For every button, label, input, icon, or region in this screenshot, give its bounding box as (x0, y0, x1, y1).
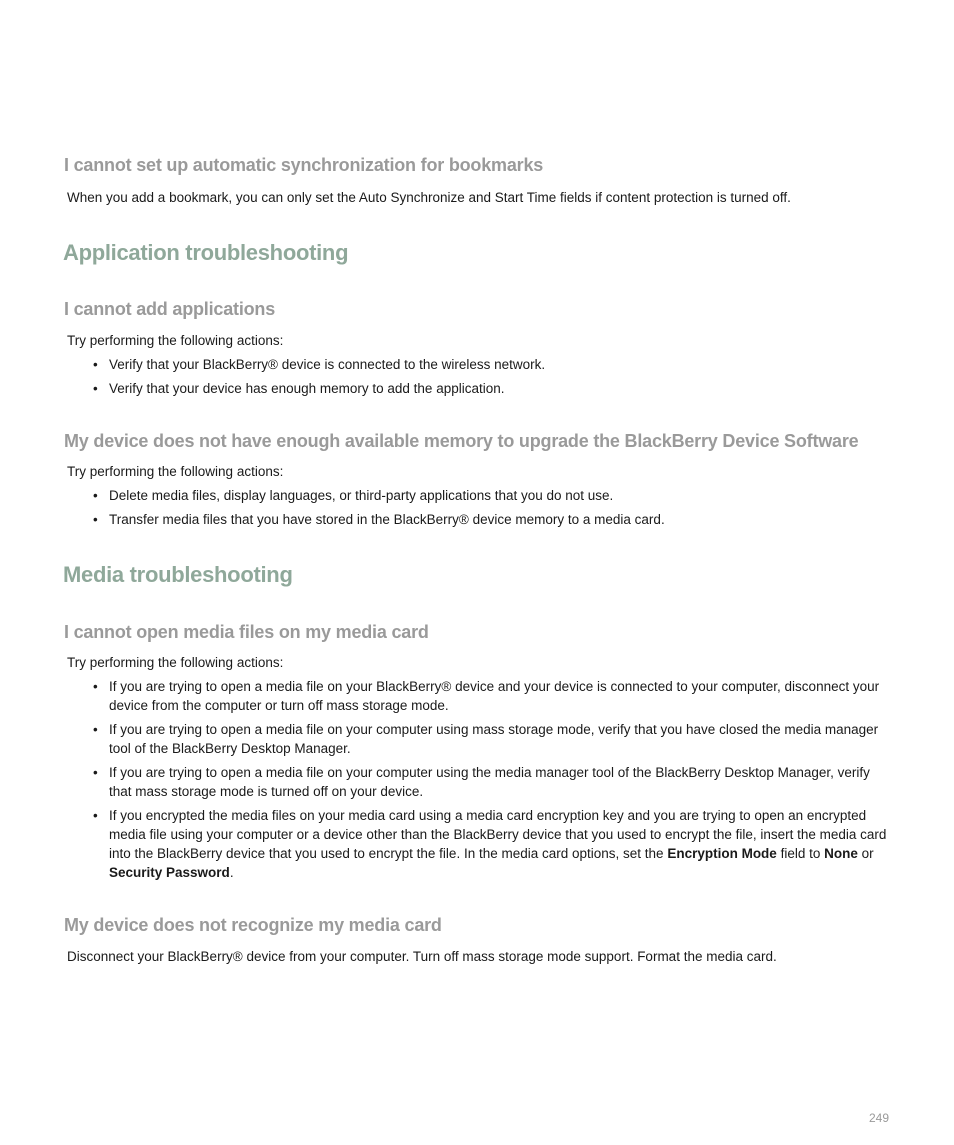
security-password-value: Security Password (109, 865, 230, 880)
bullet-icon: • (93, 765, 98, 780)
list-item: • If you encrypted the media files on your media card using a media card encryption key and you are trying to open an encrypted media file using your computer or a device other than the BlackBerry device that you used to encrypt the file, insert the media card into the BlackBerry device that you used to encrypt the file. In the media card options, set the Encryption Mode field to None or Security Password. (93, 808, 887, 880)
list-item: • Verify that your BlackBerry® device is connected to the wireless network. (93, 357, 546, 372)
list-item: • If you are trying to open a media file on your BlackBerry® device and your device is connected to your computer, disconnect your device from the computer or turn off mass storage mode. (93, 679, 880, 713)
list-item: • If you are trying to open a media file on your computer using the media manager tool of the BlackBerry Desktop Manager, verify that mass storage mode is turned off on your device. (93, 765, 870, 799)
paragraph-try-actions-media: Try performing the following actions: (67, 655, 284, 670)
paragraph-try-actions-apps: Try performing the following actions: (67, 333, 284, 348)
bullet-icon: • (93, 808, 98, 823)
heading-not-enough-memory: My device does not have enough available memory to upgrade the BlackBerry Device Software (64, 431, 859, 451)
paragraph-try-actions-memory: Try performing the following actions: (67, 464, 284, 479)
list-item: • Verify that your device has enough memory to add the application. (93, 381, 505, 396)
list-add-applications-actions (93, 355, 893, 403)
list-item: • Transfer media files that you have stored in the BlackBerry® device memory to a media card. (93, 512, 665, 527)
heading-not-recognize-card: My device does not recognize my media card (64, 915, 442, 935)
paragraph-bookmark-sync: When you add a bookmark, you can only set the Auto Synchronize and Start Time fields if content protection is turned off. (67, 190, 791, 205)
heading-application-troubleshooting: Application troubleshooting (63, 240, 349, 265)
heading-cannot-add-applications: I cannot add applications (64, 299, 276, 319)
bullet-icon: • (93, 679, 98, 694)
list-open-media-actions (93, 677, 893, 887)
bullet-icon: • (93, 722, 98, 737)
heading-media-troubleshooting: Media troubleshooting (63, 562, 293, 587)
bullet-icon: • (93, 488, 98, 503)
list-memory-actions (93, 486, 893, 534)
bullet-icon: • (93, 512, 98, 527)
list-item: • Delete media files, display languages, or third-party applications that you do not use. (93, 488, 614, 503)
heading-cannot-open-media: I cannot open media files on my media card (64, 622, 429, 642)
heading-bookmark-sync: I cannot set up automatic synchronization for bookmarks (64, 155, 544, 175)
encryption-mode-field-label: Encryption Mode (667, 846, 777, 861)
bullet-icon: • (93, 357, 98, 372)
paragraph-not-recognize-card: Disconnect your BlackBerry® device from your computer. Turn off mass storage mode support. Format the media card. (67, 949, 777, 964)
bullet-icon: • (93, 381, 98, 396)
none-value: None (824, 846, 858, 861)
page-number: 249 (868, 1111, 889, 1125)
list-item: • If you are trying to open a media file on your computer using mass storage mode, verify that you have closed the media manager tool of the BlackBerry Desktop Manager. (93, 722, 879, 756)
